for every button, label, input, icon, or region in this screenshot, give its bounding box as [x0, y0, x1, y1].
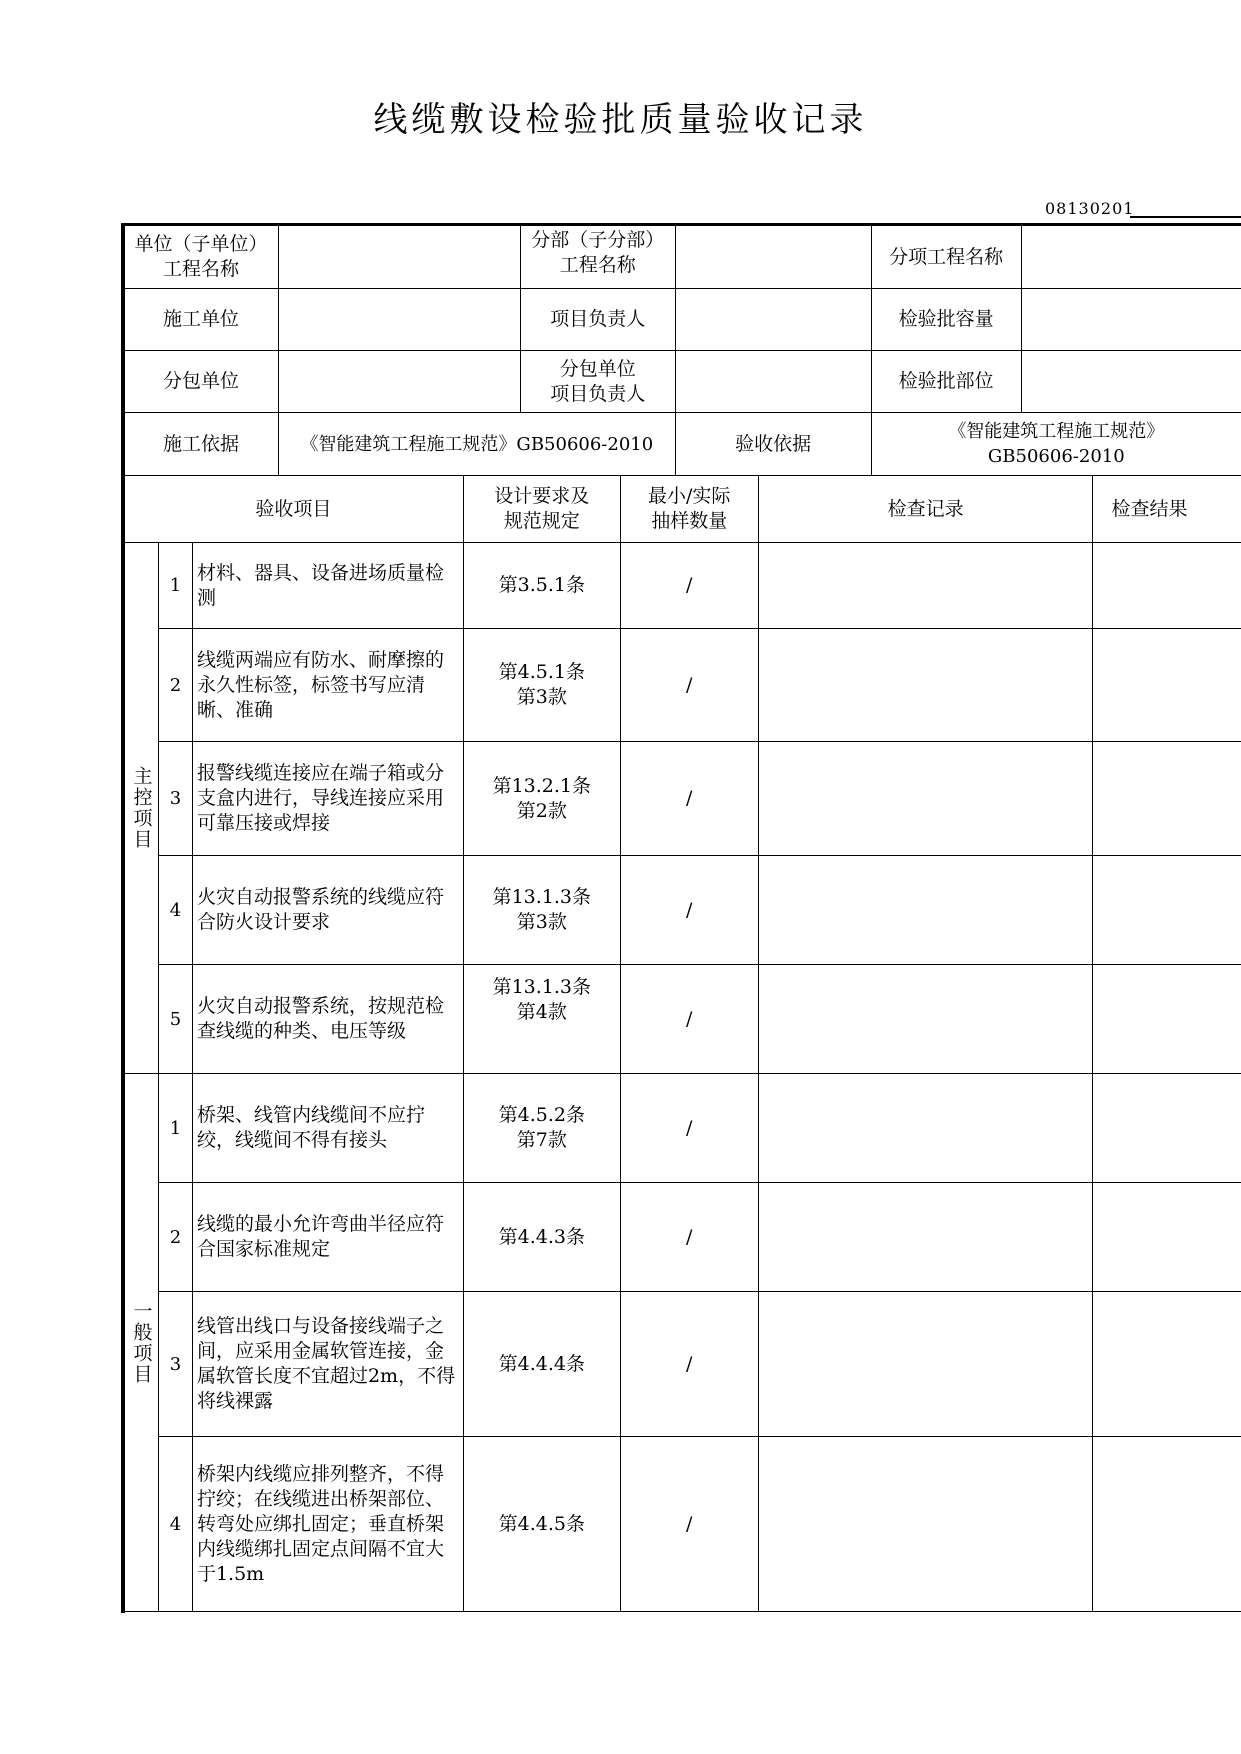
item-sample[interactable]: /: [620, 1074, 758, 1183]
batch-capacity-value[interactable]: [1021, 289, 1241, 351]
col-sample-header: 最小/实际 抽样数量: [620, 476, 758, 543]
row-number: 1: [158, 543, 192, 629]
subcontractor-value[interactable]: [278, 351, 520, 413]
table-row: [124, 1292, 1241, 1437]
table-row: [124, 1074, 1241, 1183]
col-record-header: 检查记录: [758, 476, 1093, 543]
row-number: 3: [158, 1292, 192, 1437]
item-text: 桥架、线管内线缆间不应拧绞，线缆间不得有接头: [192, 1074, 463, 1183]
item-sample[interactable]: /: [620, 742, 758, 856]
item-record[interactable]: [758, 1437, 1093, 1612]
item-record[interactable]: [758, 1292, 1093, 1437]
item-spec: 第4.5.1条 第3款: [463, 629, 620, 742]
main-group-label: 主控项目: [124, 543, 159, 1074]
division-value[interactable]: [675, 226, 871, 289]
table-top-border: [122, 223, 1241, 226]
col-design-header: 设计要求及 规范规定: [463, 476, 620, 543]
table-row: [124, 965, 1241, 1074]
batch-location-value[interactable]: [1021, 351, 1241, 413]
item-spec: 第4.4.4条: [463, 1292, 620, 1437]
table-row: [124, 856, 1241, 965]
contractor-value[interactable]: [278, 289, 520, 351]
division-label: 分部（子分部） 工程名称: [520, 226, 675, 289]
item-sample[interactable]: /: [620, 856, 758, 965]
table-row: [124, 629, 1241, 742]
item-result[interactable]: [1093, 543, 1241, 629]
sub-manager-label: 分包单位 项目负责人: [520, 351, 675, 413]
item-text: 线缆两端应有防水、耐摩擦的永久性标签，标签书写应清晰、准确: [192, 629, 463, 742]
subitem-label: 分项工程名称: [871, 226, 1021, 289]
item-spec: 第4.5.2条 第7款: [463, 1074, 620, 1183]
row-number: 5: [158, 965, 192, 1074]
item-record[interactable]: [758, 1074, 1093, 1183]
inspection-table: [123, 475, 1241, 1612]
subitem-value[interactable]: [1021, 226, 1241, 289]
table-left-border: [121, 223, 125, 1613]
project-manager-label: 项目负责人: [520, 289, 675, 351]
item-result[interactable]: [1093, 856, 1241, 965]
item-record[interactable]: [758, 856, 1093, 965]
item-text: 线管出线口与设备接线端子之间，应采用金属软管连接，金属软管长度不宜超过2m，不得将线裸露: [192, 1292, 463, 1437]
item-result[interactable]: [1093, 1437, 1241, 1612]
item-result[interactable]: [1093, 965, 1241, 1074]
header-table: [123, 225, 1241, 476]
row-number: 1: [158, 1074, 192, 1183]
item-result[interactable]: [1093, 1292, 1241, 1437]
batch-capacity-label: 检验批容量: [871, 289, 1021, 351]
item-sample[interactable]: /: [620, 1292, 758, 1437]
contractor-label: 施工单位: [124, 289, 279, 351]
general-group-label: 一般项目: [124, 1074, 159, 1612]
item-text: 材料、器具、设备进场质量检测: [192, 543, 463, 629]
row-number: 4: [158, 1437, 192, 1612]
item-sample[interactable]: /: [620, 543, 758, 629]
item-spec: 第4.4.3条: [463, 1183, 620, 1292]
item-text: 报警线缆连接应在端子箱或分支盒内进行，导线连接应采用可靠压接或焊接: [192, 742, 463, 856]
unit-value[interactable]: [278, 226, 520, 289]
code-underline: [1130, 216, 1241, 218]
item-text: 火灾自动报警系统，按规范检查线缆的种类、电压等级: [192, 965, 463, 1074]
row-number: 3: [158, 742, 192, 856]
table-row: [124, 1183, 1241, 1292]
item-spec: 第4.4.5条: [463, 1437, 620, 1612]
item-result[interactable]: [1093, 629, 1241, 742]
table-row: [124, 1437, 1241, 1612]
item-record[interactable]: [758, 543, 1093, 629]
item-spec: 第13.1.3条 第3款: [463, 856, 620, 965]
row-number: 4: [158, 856, 192, 965]
col-item-header: 验收项目: [124, 476, 464, 543]
page-title: 线缆敷设检验批质量验收记录: [373, 100, 868, 140]
form-code: 08130201: [1045, 199, 1135, 218]
item-result[interactable]: [1093, 742, 1241, 856]
item-record[interactable]: [758, 965, 1093, 1074]
item-text: 线缆的最小允许弯曲半径应符合国家标准规定: [192, 1183, 463, 1292]
item-sample[interactable]: /: [620, 629, 758, 742]
item-text: 桥架内线缆应排列整齐，不得拧绞；在线缆进出桥架部位、转弯处应绑扎固定；垂直桥架内线缆绑扎固定点间隔不宜大于1.5m: [192, 1437, 463, 1612]
item-spec: 第3.5.1条: [463, 543, 620, 629]
row-number: 2: [158, 1183, 192, 1292]
item-record[interactable]: [758, 629, 1093, 742]
item-spec: 第13.1.3条 第4款: [463, 965, 620, 1074]
acceptance-basis-label: 验收依据: [675, 413, 871, 476]
unit-label: 单位（子单位） 工程名称: [124, 226, 279, 289]
batch-location-label: 检验批部位: [871, 351, 1021, 413]
item-record[interactable]: [758, 1183, 1093, 1292]
table-row: [124, 543, 1241, 629]
acceptance-basis-value: 《智能建筑工程施工规范》 GB50606-2010: [871, 413, 1241, 476]
item-record[interactable]: [758, 742, 1093, 856]
construction-basis-label: 施工依据: [124, 413, 279, 476]
item-result[interactable]: [1093, 1074, 1241, 1183]
item-result[interactable]: [1093, 1183, 1241, 1292]
item-spec: 第13.2.1条 第2款: [463, 742, 620, 856]
table-row: [124, 742, 1241, 856]
col-result-header: 检查结果: [1093, 476, 1241, 543]
row-number: 2: [158, 629, 192, 742]
construction-basis-value: 《智能建筑工程施工规范》GB50606-2010: [278, 413, 675, 476]
item-sample[interactable]: /: [620, 1437, 758, 1612]
subcontractor-label: 分包单位: [124, 351, 279, 413]
sub-manager-value[interactable]: [675, 351, 871, 413]
item-sample[interactable]: /: [620, 1183, 758, 1292]
item-sample[interactable]: /: [620, 965, 758, 1074]
project-manager-value[interactable]: [675, 289, 871, 351]
item-text: 火灾自动报警系统的线缆应符合防火设计要求: [192, 856, 463, 965]
